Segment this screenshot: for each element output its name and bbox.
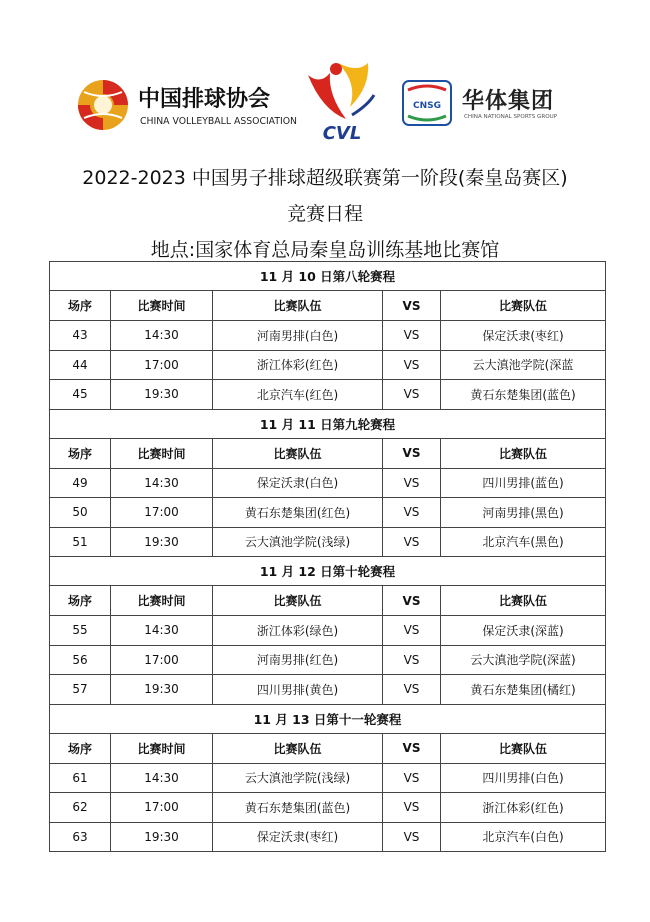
away-team: 黄石东楚集团(蓝色) [441,380,606,410]
away-team: 北京汽车(白色) [441,822,606,852]
match-number: 62 [50,793,111,823]
home-team: 云大滇池学院(浅绿) [213,527,383,557]
vs-label: VS [383,468,441,498]
match-time: 19:30 [111,527,213,557]
cvl-logo [298,55,384,143]
match-row [50,822,606,852]
round-header-row [50,704,606,733]
vs-label: VS [383,527,441,557]
match-time: 14:30 [111,321,213,351]
away-team: 北京汽车(黑色) [441,527,606,557]
match-time: 17:00 [111,350,213,380]
vs-label: VS [383,763,441,793]
col-header-team: 比赛队伍 [213,291,383,321]
cnsg-badge-text: CNSG [412,101,442,111]
match-row [50,763,606,793]
cnsg-name-cn: 华体集团 [462,89,555,114]
col-header-vs: VS [383,438,441,468]
cvl-text: CVL [322,123,362,143]
match-number: 45 [50,380,111,410]
schedule-title: 竞赛日程 [286,203,363,225]
round-header-row [50,409,606,438]
col-header-time: 比赛时间 [111,733,213,763]
match-row [50,793,606,823]
match-time: 14:30 [111,616,213,646]
match-time: 19:30 [111,380,213,410]
match-number: 55 [50,616,111,646]
home-team: 黄石东楚集团(红色) [213,498,383,528]
vs-label: VS [383,350,441,380]
away-team: 云大滇池学院(深蓝) [441,645,606,675]
match-time: 17:00 [111,498,213,528]
venue-title: 地点:国家体育总局秦皇岛训练基地比赛馆 [150,239,500,261]
round-title: 11 月 13 日第十一轮赛程 [50,704,606,733]
home-team: 河南男排(红色) [213,645,383,675]
col-header-team: 比赛队伍 [213,586,383,616]
match-row [50,350,606,380]
match-number: 51 [50,527,111,557]
column-header-row [50,733,606,763]
match-row [50,616,606,646]
cva-name-cn: 中国排球协会 [138,86,271,112]
col-header-match: 场序 [50,438,111,468]
match-number: 43 [50,321,111,351]
away-team: 黄石东楚集团(橘红) [441,675,606,705]
away-team: 保定沃隶(枣红) [441,321,606,351]
col-header-vs: VS [383,291,441,321]
col-header-time: 比赛时间 [111,291,213,321]
vs-label: VS [383,616,441,646]
match-time: 19:30 [111,822,213,852]
match-time: 14:30 [111,763,213,793]
match-row [50,321,606,351]
column-header-row [50,586,606,616]
col-header-time: 比赛时间 [111,438,213,468]
match-number: 61 [50,763,111,793]
vs-label: VS [383,380,441,410]
match-row [50,380,606,410]
round-header-row [50,557,606,586]
match-row [50,468,606,498]
match-row [50,675,606,705]
cnsg-name-en: CHINA NATIONAL SPORTS GROUP [464,114,558,120]
col-header-match: 场序 [50,586,111,616]
col-header-team2: 比赛队伍 [441,733,606,763]
col-header-match: 场序 [50,733,111,763]
vs-label: VS [383,675,441,705]
match-row [50,498,606,528]
away-team: 云大滇池学院(深蓝 [441,350,606,380]
away-team: 保定沃隶(深蓝) [441,616,606,646]
col-header-team: 比赛队伍 [213,733,383,763]
cnsg-logo [402,70,592,134]
vs-label: VS [383,793,441,823]
col-header-match: 场序 [50,291,111,321]
home-team: 河南男排(白色) [213,321,383,351]
away-team: 四川男排(蓝色) [441,468,606,498]
match-number: 56 [50,645,111,675]
cva-name-en: CHINA VOLLEYBALL ASSOCIATION [140,116,298,127]
match-row [50,527,606,557]
vs-label: VS [383,822,441,852]
home-team: 黄石东楚集团(蓝色) [213,793,383,823]
header-logos [0,0,650,150]
round-title: 11 月 10 日第八轮赛程 [50,262,606,291]
vs-label: VS [383,645,441,675]
volleyball-icon [76,78,130,132]
cvl-mark-icon [298,55,384,143]
col-header-time: 比赛时间 [111,586,213,616]
away-team: 四川男排(白色) [441,763,606,793]
column-header-row [50,291,606,321]
match-number: 49 [50,468,111,498]
home-team: 浙江体彩(绿色) [213,616,383,646]
home-team: 北京汽车(红色) [213,380,383,410]
col-header-vs: VS [383,586,441,616]
schedule-table [49,261,606,852]
vs-label: VS [383,321,441,351]
col-header-team2: 比赛队伍 [441,438,606,468]
home-team: 保定沃隶(白色) [213,468,383,498]
match-time: 17:00 [111,793,213,823]
cnsg-badge-icon [402,80,452,126]
vs-label: VS [383,498,441,528]
match-number: 50 [50,498,111,528]
round-title: 11 月 11 日第九轮赛程 [50,409,606,438]
col-header-team2: 比赛队伍 [441,586,606,616]
match-number: 44 [50,350,111,380]
match-time: 17:00 [111,645,213,675]
match-time: 14:30 [111,468,213,498]
match-number: 63 [50,822,111,852]
col-header-team: 比赛队伍 [213,438,383,468]
col-header-team2: 比赛队伍 [441,291,606,321]
col-header-vs: VS [383,733,441,763]
column-header-row [50,438,606,468]
match-time: 19:30 [111,675,213,705]
home-team: 云大滇池学院(浅绿) [213,763,383,793]
cva-logo [76,78,298,134]
round-title: 11 月 12 日第十轮赛程 [50,557,606,586]
match-number: 57 [50,675,111,705]
home-team: 保定沃隶(枣红) [213,822,383,852]
home-team: 四川男排(黄色) [213,675,383,705]
away-team: 河南男排(黑色) [441,498,606,528]
match-row [50,645,606,675]
home-team: 浙江体彩(红色) [213,350,383,380]
away-team: 浙江体彩(红色) [441,793,606,823]
event-title: 2022-2023 中国男子排球超级联赛第一阶段(秦皇岛赛区) [82,167,568,189]
round-header-row [50,262,606,291]
